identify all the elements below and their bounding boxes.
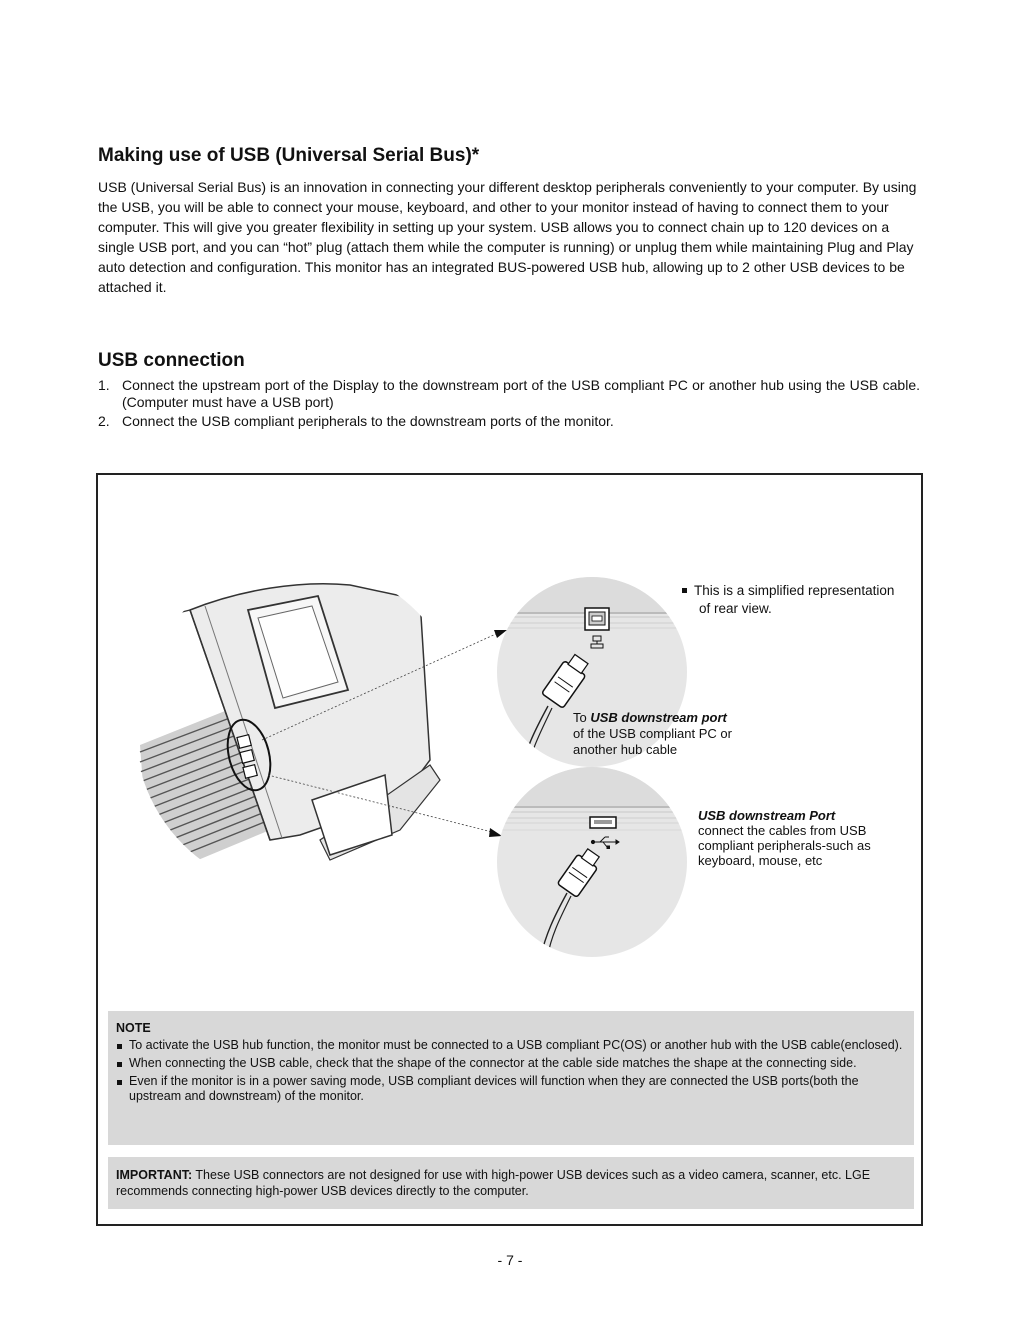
page-number: - 7 - [497, 1252, 523, 1268]
note-item: Even if the monitor is in a power saving mode, USB compliant devices will function when they are connected the USB ports(both the upstream and downstream) of the monitor. [116, 1074, 904, 1104]
section-heading-connection: USB connection [98, 350, 245, 371]
upstream-caption: To USB downstream port of the USB compliant PC or another hub cable [573, 710, 732, 757]
monitor-rear-view [130, 560, 470, 900]
note-item: When connecting the USB cable, check that the shape of the connector at the cable side matches the shape at the connecting side. [116, 1056, 904, 1071]
downstream-caption: USB downstream Port connect the cables from USB compliant peripherals-such as keyboard, mouse, etc [698, 808, 871, 868]
section-heading-usb: Making use of USB (Universal Serial Bus)* [98, 145, 480, 166]
important-label: IMPORTANT: [116, 1168, 193, 1182]
step-item: 2. Connect the USB compliant peripherals to the downstream ports of the monitor. [98, 413, 614, 429]
note-title: NOTE [116, 1021, 151, 1035]
rear-view-note: This is a simplified representation of rear view. [682, 582, 894, 618]
bullet-square [682, 588, 687, 593]
important-box [108, 1157, 914, 1209]
usb-intro-paragraph: USB (Universal Serial Bus) is an innovation in connecting your different desktop peripherals conveniently to your computer. By using the USB, you will be able to connect your mouse, keyboard, and other to your monitor instead of having to connect them to your computer. This will give you greater flexibility in setting up your system. USB allows you to connect chain up to 120 devices on a single USB port, and you can “hot” plug (attach them while the computer is running) or unplug them while maintaining Plug and Play auto detection and configuration. This monitor has an integrated BUS-powered USB hub, allowing up to 2 other USB devices to be attached it. [98, 179, 917, 295]
step-item: 1. Connect the upstream port of the Display to the downstream port of the USB compliant PC or another hub using the USB cable. (Computer must have a USB port) [98, 377, 920, 410]
note-item: To activate the USB hub function, the monitor must be connected to a USB compliant PC(OS) or another hub with the USB cable(enclosed). [116, 1038, 904, 1053]
note-box [108, 1011, 914, 1145]
important-text: These USB connectors are not designed for use with high-power USB devices such as a video camera, scanner, etc. LGE recommends connecting high-power USB devices directly to the computer. [116, 1168, 871, 1198]
note-list [116, 1038, 904, 1104]
